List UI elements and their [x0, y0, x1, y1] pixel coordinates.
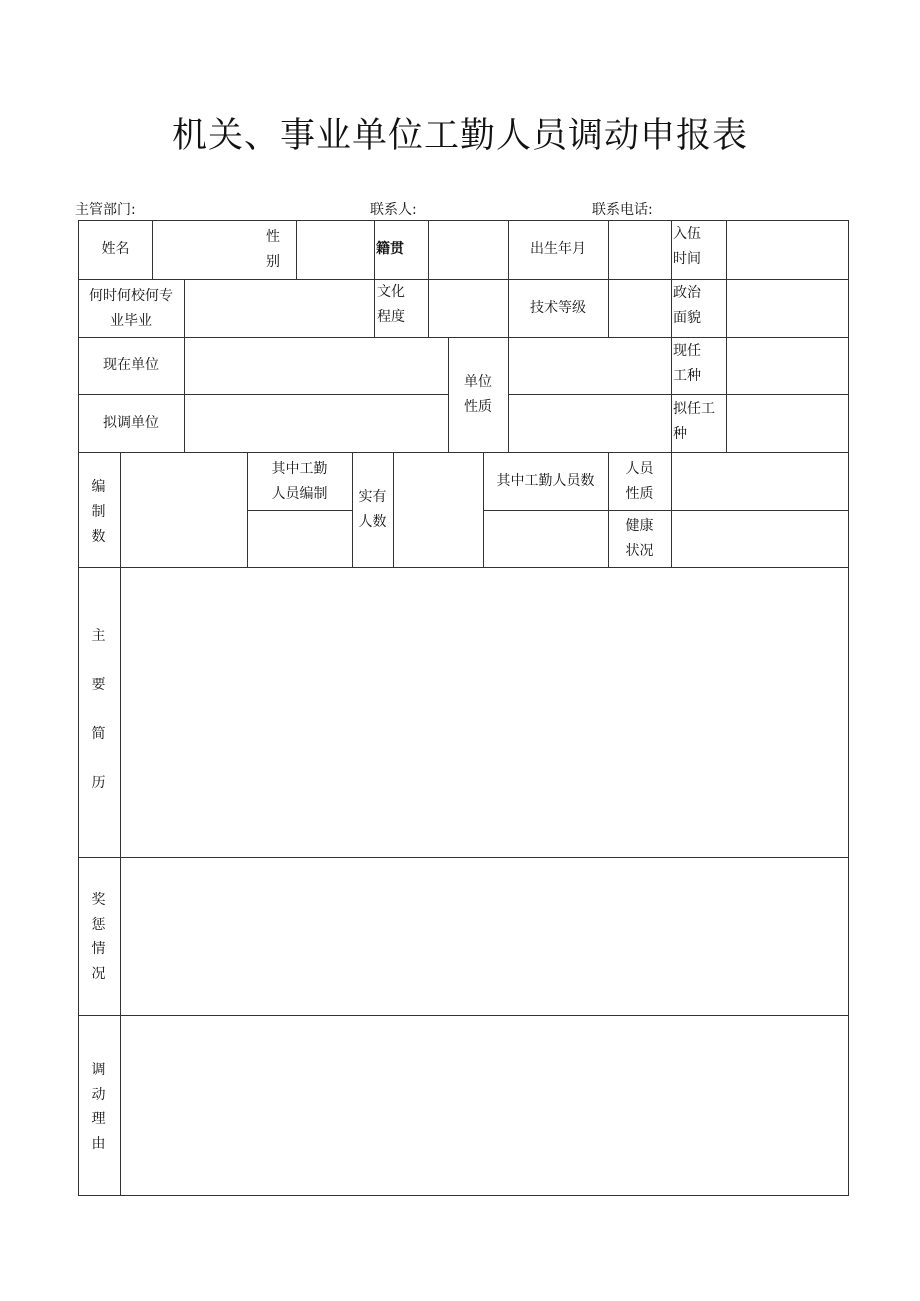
current-job-label [671, 339, 726, 394]
target-job-label-top: 拟任工 [673, 401, 715, 417]
rewards-label-char-1: 奖 [91, 892, 106, 908]
form-title: 机关、事业单位工勤人员调动申报表 [171, 116, 748, 156]
actual-count-label [352, 453, 393, 567]
birth-label: 出生年月 [530, 241, 586, 257]
reason-field[interactable] [121, 1016, 848, 1195]
enlist-time-label-top: 入伍 [673, 226, 701, 242]
unit-nature-field-current[interactable] [509, 338, 671, 394]
worker-quota-label [247, 453, 352, 510]
staff-nature-label [608, 453, 671, 510]
gender-field[interactable] [297, 221, 374, 279]
political-label-top: 政治 [673, 285, 701, 301]
reason-label-char-2: 动 [91, 1086, 106, 1103]
target-job-field[interactable] [727, 395, 848, 452]
worker-quota-label-bottom: 人员编制 [271, 485, 328, 502]
target-job-label [671, 397, 726, 451]
name-label: 姓名 [101, 241, 130, 257]
tech-level-field[interactable] [609, 280, 671, 337]
tech-level-label: 技术等级 [530, 300, 586, 316]
education-label [375, 280, 428, 337]
staff-nature-label-top: 人员 [625, 460, 654, 477]
target-unit-label: 拟调单位 [103, 415, 159, 431]
actual-count-label-top: 实有 [358, 489, 387, 505]
birth-field[interactable] [609, 221, 671, 279]
rewards-label-char-2: 惩 [91, 916, 106, 933]
contact-label: 联系人: [370, 202, 417, 218]
graduation-field[interactable] [185, 280, 374, 337]
quota-field[interactable] [121, 453, 247, 567]
political-label [671, 281, 726, 336]
reason-label [78, 1058, 119, 1156]
actual-count-label-bottom: 人数 [358, 514, 387, 530]
graduation-label-top: 何时何校何专 [89, 287, 173, 304]
target-job-label-bottom: 种 [673, 426, 687, 442]
quota-label-char-1: 编 [91, 479, 106, 495]
gender-label-bottom: 别 [266, 253, 280, 270]
resume-label [78, 612, 119, 808]
name-field[interactable] [153, 221, 253, 279]
reason-label-char-4: 由 [91, 1135, 106, 1152]
worker-count-label: 其中工勤人员数 [496, 473, 595, 489]
political-field[interactable] [727, 280, 848, 337]
health-label-bottom: 状况 [625, 543, 654, 559]
health-label-top: 健康 [625, 518, 654, 534]
reason-label-char-1: 调 [91, 1062, 106, 1078]
department-label: 主管部门: [75, 202, 136, 218]
political-label-bottom: 面貌 [673, 310, 701, 326]
education-field[interactable] [429, 280, 508, 337]
worker-quota-field[interactable] [248, 511, 352, 567]
rewards-label [78, 888, 119, 986]
reason-label-char-3: 理 [91, 1111, 106, 1127]
target-unit-field[interactable] [185, 395, 448, 452]
origin-field[interactable] [429, 221, 508, 279]
worker-count-field[interactable] [484, 511, 608, 567]
health-field[interactable] [672, 511, 848, 567]
rewards-label-char-4: 况 [91, 965, 106, 982]
rewards-field[interactable] [121, 858, 848, 1015]
resume-label-char-4: 历 [91, 775, 106, 791]
unit-nature-label-top: 单位 [464, 373, 492, 390]
education-label-top: 文化 [377, 284, 405, 300]
worker-quota-label-top: 其中工勤 [271, 460, 328, 477]
resume-field[interactable] [121, 568, 848, 857]
unit-nature-field-target[interactable] [509, 395, 671, 452]
quota-label [78, 475, 119, 550]
education-label-bottom: 程度 [377, 309, 405, 325]
enlist-time-label-bottom: 时间 [673, 251, 701, 267]
staff-nature-label-bottom: 性质 [625, 485, 654, 502]
graduation-label-bottom: 业毕业 [110, 312, 152, 329]
current-job-label-bottom: 工种 [673, 368, 701, 384]
enlist-time-label [671, 222, 726, 277]
origin-label: 籍贯 [376, 241, 404, 257]
current-unit-label: 现在单位 [103, 357, 159, 373]
quota-label-char-3: 数 [91, 529, 106, 545]
gender-label-top: 性 [266, 228, 280, 245]
unit-nature-label [448, 337, 508, 452]
staff-nature-field[interactable] [672, 453, 848, 510]
resume-label-char-2: 要 [91, 677, 106, 693]
health-label [608, 511, 671, 567]
actual-count-field[interactable] [394, 453, 483, 567]
unit-nature-label-bottom: 性质 [464, 398, 492, 415]
rewards-label-char-3: 情 [91, 941, 106, 957]
phone-label: 联系电话: [592, 202, 653, 218]
graduation-label [78, 280, 184, 337]
enlist-time-field[interactable] [727, 221, 848, 279]
quota-label-char-2: 制 [91, 504, 106, 520]
current-unit-field[interactable] [185, 338, 448, 394]
current-job-field[interactable] [727, 338, 848, 394]
gender-label [250, 220, 296, 279]
resume-label-char-3: 简 [91, 726, 106, 742]
current-job-label-top: 现任 [673, 343, 701, 359]
resume-label-char-1: 主 [91, 628, 106, 644]
